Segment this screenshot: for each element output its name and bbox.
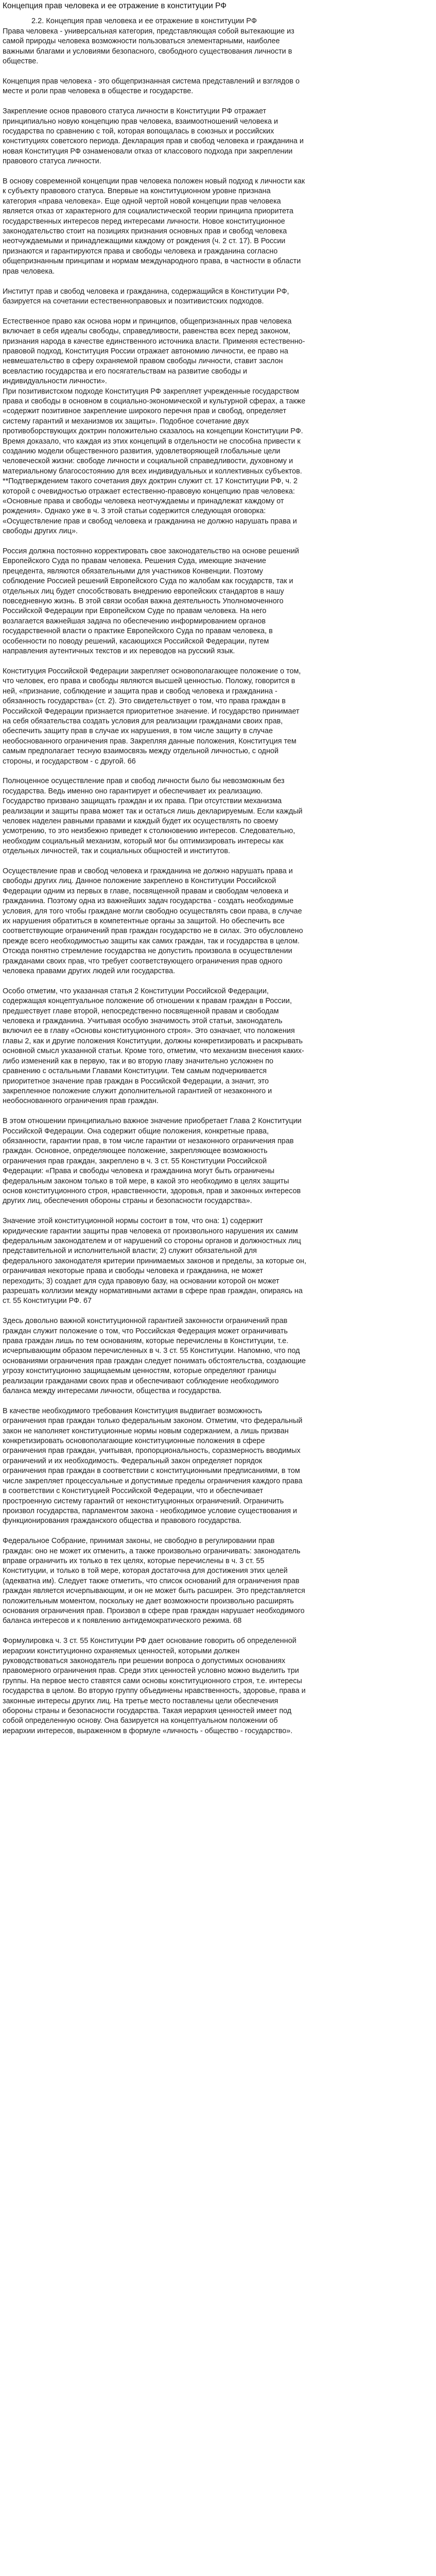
page-title: Концепция прав человека и ее отражение в конституции РФ [3,2,227,10]
paragraph: Особо отметим, что указанная статья 2 Конституции Российской Федерации, содержащая концептуальное положение об отношении к правам граждан в России, предшествует главе второй, непосредственно посвященной правам и свободам человека и гражданина. Учитывая особую значимость этой статьи, законодатель включил ее в главу «Основы конституционного строя». Это означает, что положения главы 2, как и другие положения Конституции, должны конкретизировать и раскрывать основной смысл указанной статьи. Кроме того, отметим, что механизм внесения каких-либо изменений как в первую, так и во вторую главу значительно усложнен по сравнению с остальными Главами Конституции. Тем самым подчеркивается приоритетное значение прав граждан в Российской Федерации, а значит, это закрепленное положение служит дополнительной гарантией от незаконного и необоснованного ограничения прав граждан. [3,987,304,1106]
paragraph: Естественное право как основа норм и принципов, общепризнанных прав человека включает в себя идеалы свободы, справедливости, равенства всех перед законом, признания народа в качестве единственного источника власти. Применяя естественно-правовой подход, Конституция России отражает автономию личности, ее право на невмешательство в сферу охраняемой правом свободы личности, ставит заслон всевластию государства и его посягательствам на развитие свободы и индивидуальности личности». При позитивистском подходе Конституция РФ закрепляет учрежденные государством права и свободы в основном в социально-экономической и культурной сферах, а также «содержит позитивное закрепление широкого перечня прав и свобод, определяет систему гарантий и механизмов их защиты». Подобное сочетание двух противоборствующих доктрин положительно сказалось на концепции Конституции РФ. Время доказало, что каждая из этих концепций в отдельности не способна привести к созданию модели общественного развития, удовлетворяющей глобальные цели человеческой жизни: свободе личности и социальной справедливости, духовному и материальному благосостоянию для всех индивидуальных и коллективных субъектов. **Подтверждением такого сочетания двух доктрин служит ст. 17 Конституции РФ, ч. 2 которой с очевидностью отражает естественно-правовую концепцию прав человека: «Основные права и свободы человека неотчуждаемы и принадлежат каждому от рождения». Однако уже в ч. 3 этой статьи содержится следующая оговорка: «Осуществление прав и свобод человека и гражданина не должно нарушать права и свободы других лиц». [3,317,306,536]
paragraph: Федеральное Собрание, принимая законы, не свободно в регулировании прав граждан: оно не может их отменить, а также произвольно ограничивать: законодатель вправе ограничить их только в тех целях, которые перечислены в ч. 3 ст. 55 Конституции, и только в той мере, которая достаточна для достижения этих целей (адекватна им). Следует также отметить, что список оснований для ограничения прав граждан является исчерпывающим, и он не может быть расширен. Это представляется положительным моментом, поскольку не дает возможности произвольно расширять основания ограничения прав. Произвол в сфере прав граждан нарушает необходимого баланса интересов и к появлению антидемократического режима. 68 [3,1537,305,1625]
paragraph: Формулировка ч. 3 ст. 55 Конституции РФ дает основание говорить об определенной иерархии конституционно охраняемых ценностей, которыми должен руководствоваться законодатель при решении вопроса о допустимых основаниях правомерного ограничения прав. Среди этих ценностей условно можно выделить три группы. На первое место ставятся сами основы конституционного строя, т.е. интересы государства в целом. Во вторую группу объединены нравственность, здоровье, права и законные интересы других лиц. На третье место поставлены цели обеспечения обороны страны и безопасности государства. Такая иерархия ценностей имеет под собой определенную основу. Она базируется на концептуальном положении об иерархии интересов, выраженном в формуле «личность - общество - государство». [3,1637,306,1735]
paragraph: Права человека - универсальная категория, представляющая собой вытекающие из самой природы человека возможности пользоваться элементарными, наиболее важными благами и условиями безопасного, свободного существования личности в обществе. [3,27,294,66]
paragraph: Значение этой конституционной нормы состоит в том, что она: 1) содержит юридические гарантии защиты прав человека от произвольного нарушения их самим федеральным законодателем и от нарушений со стороны органов и должностных лиц представительной и исполнительной власти; 2) служит обязательной для федерального законодателя критерии принимаемых законов и пределы, за которые он, ограничивая некоторые права и свободы человека и гражданина, не может переходить; 3) создает для суда правовую базу, на основании которой он может разрешать коллизии между нормативными актами в сфере прав граждан, опираясь на ст. 55 Конституции РФ. 67 [3,1217,306,1306]
paragraph: Полноценное осуществление прав и свобод личности было бы невозможным без государства. Ведь именно оно гарантирует и обеспечивает их реализацию. Государство призвано защищать граждан и их права. При отсутствии механизма реализации и защиты права может так и остаться лишь декларируемым. Если каждый человек наделен равными правами и каждый будет их осуществлять по своему усмотрению, то это неизбежно приведет к столкновению интересов. Следовательно, необходим социальный механизм, который мог бы оптимизировать интересы как отдельных личностей, так и социальных общностей и институтов. [3,777,303,856]
paragraph: В качестве необходимого требования Конституция выдвигает возможность ограничения прав граждан только федеральным законом. Отметим, что федеральный закон не наполняет конституционные нормы новым содержанием, а лишь призван конкретизировать основополагающие конституционные положения в сфере ограничения прав граждан, учитывая, пропорциональность, соразмерность вводимых ограничений и их необходимость. Федеральный закон определяет порядок ограничения прав граждан в соответствии с конституционными предписаниями, в том числе закрепляет процессуальные и допустимые пределы ограничения каждого права в соответствии с Конституцией Российской Федерации, что и обеспечивает простроенную систему гарантий от неконституционных ограничений. Ограничить произвол государства, парламентом закона - необходимое условие существования и функционирования гражданского общества и правового государства. [3,1406,303,1526]
paragraph: Здесь довольно важной конституционной гарантией законности ограничений прав граждан служит положение о том, что Российская Федерация может ограничивать права граждан лишь по тем основаниям, которые перечислены в Конституции, т.е. исчерпывающим образом перечисленных в ч. 3 ст. 55 Конституции. Напомню, что под основаниями ограничения прав граждан следует понимать обстоятельства, создающие угрозу конституционно защищаемым ценностям, которые определяют границы реализации гражданами своих прав и обеспечивают соблюдение необходимого баланса между интересами личности, общества и государства. [3,1317,306,1396]
paragraph: Институт прав и свобод человека и гражданина, содержащийся в Конституции РФ, базируется на сочетании естественноправовых и позитивистских подходов. [3,287,289,306]
paragraph: Осуществление прав и свобод человека и гражданина не должно нарушать права и свободы других лиц. Данное положение закреплено в Конституции Российской Федерации одним из первых в главе, посвященной правам и свободам человека и гражданина. Поэтому одна из важнейших задач государства - создать необходимые условия, для того чтобы граждане могли свободно осуществлять свои права, в случае их нарушения обратиться в компетентные органы за защитой. Но обеспечить все соответствующие ограничений прав граждан государство не в силах. Это обусловлено прежде всего необходимостью защиты как самих граждан, так и государства в целом. Отсюда понятно стремление государства не допустить произвола в осуществлении гражданами своих прав, что требует соответствующего ограничения прав одного человека правами других людей или государства. [3,867,303,976]
paragraph: Конституция Российской Федерации закрепляет основополагающее положение о том, что человек, его права и свободы являются высшей ценностью. Положу, говорится в ней, «признание, соблюдение и защита прав и свобод человека и гражданина - обязанность государства» (ст. 2). Это свидетельствует о том, что права граждан в Российской Федерации признается приоритетное значение. И государство принимает на себя обязательства создать условия для реализации гражданами своих прав, обеспечить защиту прав в случае их нарушения, в том числе защиту в случае необоснованного ограничения прав. Закрепляя данные положения, Конституция тем самым предполагает тесную взаимосвязь между отдельной личностью, с одной стороны, и государством - с другой. 66 [3,667,301,766]
paragraph: В основу современной концепции прав человека положен новый подход к личности как к субъекту правового статуса. Впервые на конституционном уровне признана категория «права человека». Еще одной чертой новой концепции прав человека является отказ от характерного для социалистической теории принципа приоритета государственных интересов перед интересами личности. Новое конституционное законодательство стоит на позициях признания основных прав и свобод человека неотчуждаемыми и принадлежащими каждому от рождения (ч. 2 ст. 17). В России признаются и гарантируются права и свободы человека и гражданина согласно общепризнанным принципам и нормам международного права, в частности в области прав человека. [3,177,305,276]
paragraph: Концепция прав человека - это общепризнанная система представлений и взглядов о месте и роли прав человека в обществе и государстве. [3,77,300,96]
section-heading: 2.2. Концепция прав человека и ее отражение в конституции РФ [31,17,257,25]
paragraph: В этом отношении принципиально важное значение приобретает Глава 2 Конституции Российской Федерации. Она содержит общие положения, конкретные права, обязанности, гарантии прав, в том числе гарантии от незаконного ограничения прав граждан. Основное, определяющее положение, закрепляющее возможность ограничения прав граждан, закреплено в ч. 3 ст. 55 Конституции Российской Федерации: «Права и свободы человека и гражданина могут быть ограничены федеральным законом только в той мере, в какой это необходимо в целях защиты основ конституционного строя, нравственности, здоровья, прав и законных интересов других лиц, обеспечения обороны страны и безопасности государства». [3,1117,302,1206]
paragraph: Закрепление основ правового статуса личности в Конституции РФ отражает принципиально новую концепцию прав человека, взаимоотношений человека и государства по сравнению с той, которая вопощалась в союзных и российских конституциях советского периода. Декларация прав и свобод человека и гражданина и новая Конституция РФ ознаменовали отказ от классового подхода при закреплении правового статуса личности. [3,107,304,166]
paragraph: Россия должна постоянно корректировать свое законодательство на основе решений Европейского Суда по правам человека. Решения Суда, имеющие значение прецедента, являются обязательными для участников Конвенции. Поэтому соблюдение Россией решений Европейского Суда по жалобам как государств, так и отдельных лиц будет способствовать внедрению европейских стандартов в нашу повседневную жизнь. В этой связи особая важна деятельность Уполномоченного Российской Федерации при Европейском Суде по правам человека. На него возлагается важнейшая задача по обеспечению информированием органов государственной власти о практике Европейского Суда по правам человека, в особенности по поводу решений, касающихся Российской Федерации, путем направления аутентичных текстов и их переводов на русский язык. [3,547,299,656]
